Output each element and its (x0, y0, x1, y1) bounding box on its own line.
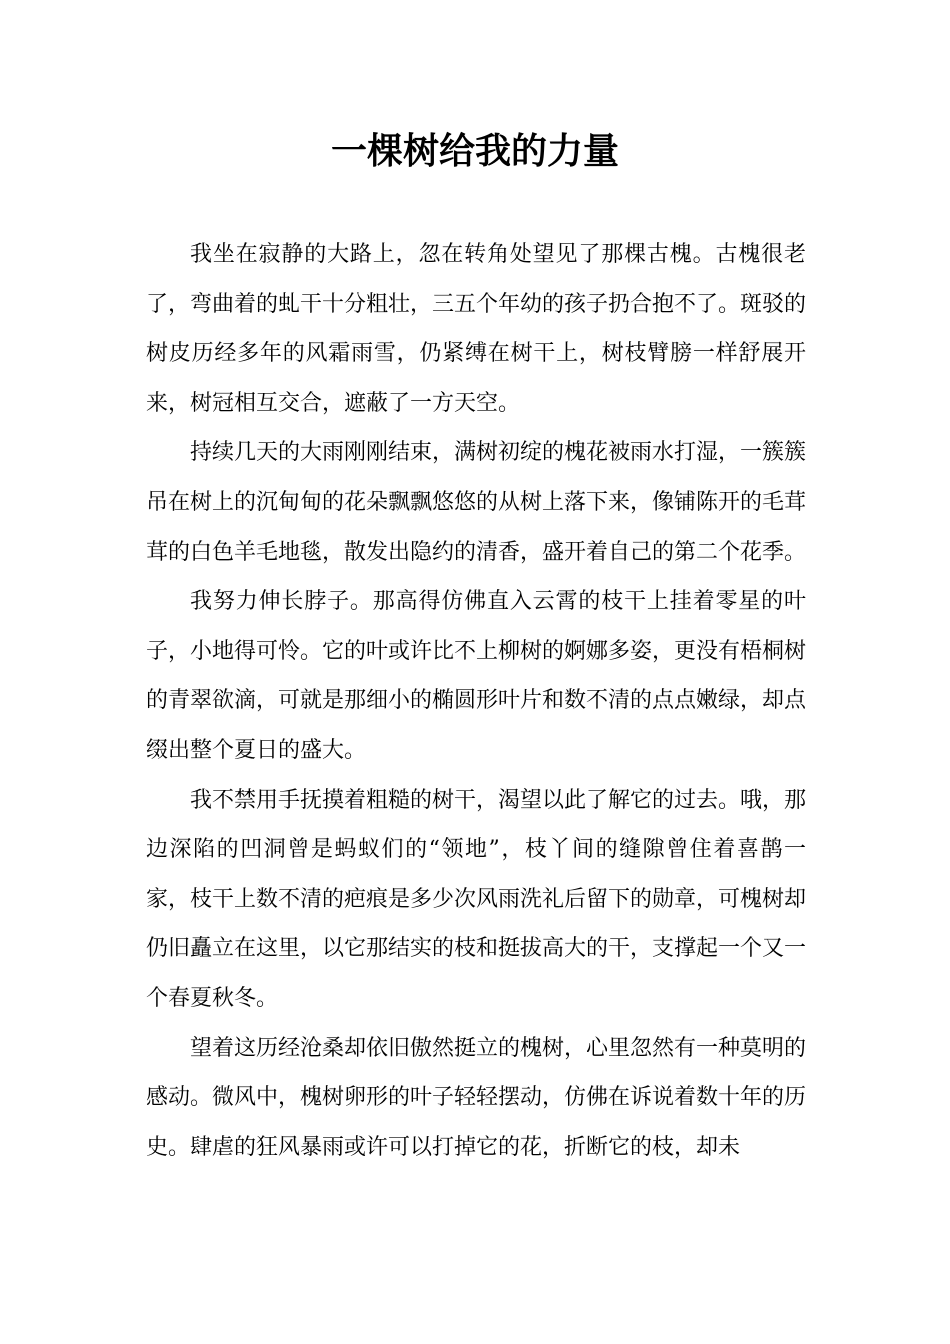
document-title: 一棵树给我的力量 (330, 131, 619, 172)
paragraph-5: 望着这历经沧桑却依旧傲然挺立的槐树，心里忽然有一种莫明的感动。微风中，槐树卵形的叶子轻轻摆动，仿佛在诉说着数十年的历史。肆虐的狂风暴雨或许可以打掉它的花，折断它的枝，却未 (146, 1035, 807, 1160)
paragraph-4: 我不禁用手抚摸着粗糙的树干，渴望以此了解它的过去。哦，那边深陷的凹洞曾是蚂蚁们的“领地”，枝丫间的缝隙曾住着喜鹊一家，枝干上数不清的疤痕是多少次风雨洗礼后留下的勋章，可槐树却仍旧矗立在这里，以它那结实的枝和挺拔高大的干，支撑起一个又一个春夏秋冬。 (146, 787, 807, 1011)
paragraph-1: 我坐在寂静的大路上，忽在转角处望见了那棵古槐。古槐很老了，弯曲着的虬干十分粗壮，三五个年幼的孩子扔合抱不了。斑驳的树皮历经多年的风霜雨雪，仍紧缚在树干上，树枝臂膀一样舒展开来，树冠相互交合，遮蔽了一方天空。 (146, 242, 807, 416)
document-body (146, 230, 806, 1172)
paragraph-2: 持续几天的大雨刚刚结束，满树初绽的槐花被雨水打湿，一簇簇吊在树上的沉甸甸的花朵飘飘悠悠的从树上落下来，像铺陈开的毛茸茸的白色羊毛地毯，散发出隐约的清香，盛开着自己的第二个花季。 (146, 440, 807, 565)
paragraph-3: 我努力伸长脖子。那高得仿佛直入云霄的枝干上挂着零星的叶子，小地得可怜。它的叶或许比不上柳树的婀娜多姿，更没有梧桐树的青翠欲滴，可就是那细小的椭圆形叶片和数不清的点点嫩绿，却点缀出整个夏日的盛大。 (146, 589, 807, 763)
